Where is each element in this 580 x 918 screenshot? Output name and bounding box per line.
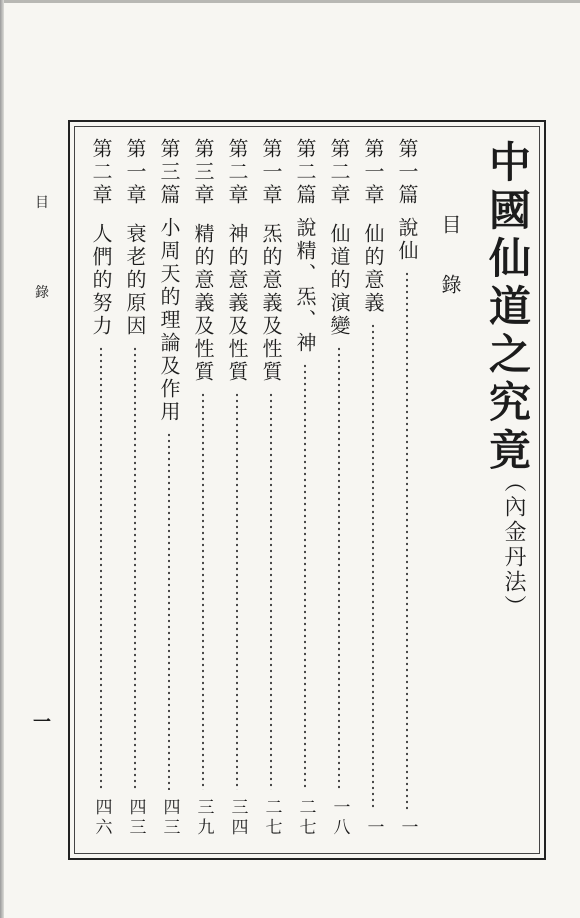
toc-entry-page: 四三: [159, 798, 180, 838]
toc-entry-label: 第一章: [123, 138, 147, 207]
toc-chapter-entry: [118, 138, 152, 838]
toc-dot-leader: [406, 271, 408, 810]
toc-entry-page: 一八: [329, 798, 350, 838]
book-title: 中國仙道之究竟: [483, 140, 532, 476]
toc-dot-leader: [202, 392, 204, 790]
table-of-contents: [84, 138, 424, 838]
page-number: 一: [33, 712, 51, 733]
book-subtitle: ︵內金丹法︶: [501, 470, 526, 620]
toc-entry-title: 仙的意義: [361, 223, 385, 315]
toc-entry-title: 神的意義及性質: [225, 223, 249, 384]
toc-entry-page: 一: [397, 818, 418, 838]
toc-entry-title: 仙道的演變: [327, 223, 351, 338]
toc-entry-title: 精的意義及性質: [191, 223, 215, 384]
contents-frame: [68, 120, 546, 860]
toc-entry-label: 第二章: [225, 138, 249, 207]
toc-entry-title: 小周天的理論及作用: [157, 217, 181, 424]
toc-entry-page: 二七: [295, 798, 316, 838]
toc-entry-label: 第一章: [361, 138, 385, 207]
toc-dot-leader: [134, 346, 136, 790]
page-top-edge: [0, 0, 580, 3]
toc-chapter-entry: [84, 138, 118, 838]
toc-entry-page: 一: [363, 818, 384, 838]
toc-chapter-entry: [322, 138, 356, 838]
toc-entry-title: 衰老的原因: [123, 223, 147, 338]
toc-entry-page: 四三: [125, 798, 146, 838]
toc-entry-label: 第二章: [327, 138, 351, 207]
toc-dot-leader: [270, 392, 272, 790]
toc-entry-page: 四六: [91, 798, 112, 838]
toc-entry-title: 炁的意義及性質: [259, 223, 283, 384]
running-head-char: 錄: [35, 285, 49, 301]
toc-chapter-entry: [186, 138, 220, 838]
running-head-char: 目: [35, 195, 49, 211]
toc-entry-title: 說精、炁、神: [293, 217, 317, 355]
toc-chapter-entry: [220, 138, 254, 838]
toc-part-entry: [288, 138, 322, 838]
toc-entry-label: 第三篇: [157, 138, 181, 207]
toc-dot-leader: [100, 346, 102, 790]
toc-entry-title: 說仙: [395, 217, 419, 263]
toc-entry-label: 第二篇: [293, 138, 317, 207]
running-head: [32, 196, 52, 376]
toc-chapter-entry: [356, 138, 390, 838]
toc-chapter-entry: [254, 138, 288, 838]
toc-entry-label: 第二章: [89, 138, 113, 207]
toc-dot-leader: [236, 392, 238, 790]
toc-dot-leader: [304, 363, 306, 790]
toc-part-entry: [390, 138, 424, 838]
toc-dot-leader: [168, 432, 170, 790]
toc-heading: 目錄: [438, 214, 462, 334]
toc-entry-label: 第一章: [259, 138, 283, 207]
toc-entry-label: 第一篇: [395, 138, 419, 207]
toc-part-entry: [152, 138, 186, 838]
toc-entry-title: 人們的努力: [89, 223, 113, 338]
toc-dot-leader: [338, 346, 340, 790]
toc-entry-label: 第三章: [191, 138, 215, 207]
page-binding-edge: [0, 0, 4, 918]
toc-dot-leader: [372, 323, 374, 810]
toc-entry-page: 三四: [227, 798, 248, 838]
toc-entry-page: 三九: [193, 798, 214, 838]
toc-entry-page: 二七: [261, 798, 282, 838]
